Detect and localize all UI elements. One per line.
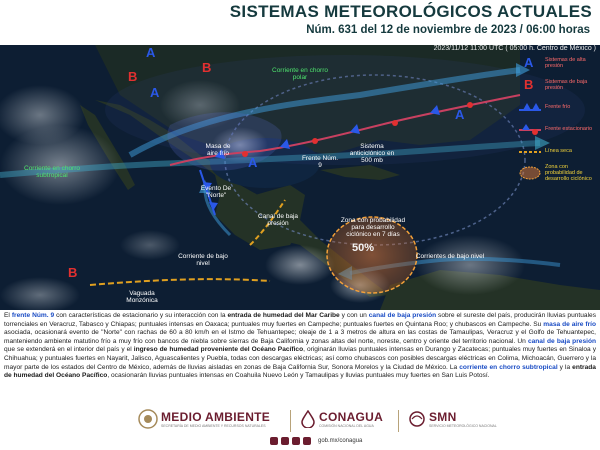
high-pressure-marker: A bbox=[455, 107, 465, 122]
facebook-icon[interactable] bbox=[270, 437, 278, 445]
description-segment: , originarán lluvias puntuales intensas en Durango y Zacatecas; puntuales muy fuertes en Sinaloa y Chihuahua; y puntuales fuertes en Nayarit, Jalisco, Aguascalientes y Puebla, todas con descargas eléctricas; así como chubascos con posibles descargas eléctricas en Colima, Michoacán, Guerrero y la mayor parte de los estados del Centro de México, además de lluvias aisladas en zonas de Baja California Sur, Sonora Morelos y la Ciudad de México. La bbox=[4, 346, 597, 371]
low-pressure-icon: B bbox=[524, 76, 534, 92]
map-timestamp: 2023/11/12 11:00 UTC ( 05:00 h. Centro de México ) bbox=[433, 45, 596, 52]
cold-front-icon bbox=[517, 99, 543, 115]
header bbox=[0, 0, 600, 45]
divider bbox=[290, 410, 291, 432]
label-cold-front: Frente Núm. 9 bbox=[301, 155, 339, 169]
label-low-level-current: Corriente de bajo nivel bbox=[178, 253, 228, 267]
label-anticyclone: Sistema anticiclónico en 500 mb bbox=[349, 143, 395, 164]
stationary-front-icon bbox=[517, 121, 543, 137]
description-segment: y la bbox=[557, 363, 573, 371]
weather-map bbox=[0, 45, 600, 310]
label-low-level-currents: Corrientes de bajo nivel bbox=[415, 253, 485, 260]
high-pressure-marker: A bbox=[150, 85, 160, 100]
description-segment: entrada de humedad del Océano Pacífico bbox=[4, 363, 596, 380]
divider bbox=[398, 410, 399, 432]
label-cold-air-mass: Masa de aire frío bbox=[205, 143, 231, 157]
low-pressure-marker: B bbox=[128, 69, 138, 84]
legend-dry-line: Línea seca bbox=[517, 141, 597, 160]
seal-icon bbox=[138, 409, 158, 429]
description-segment: asociada, ocasionará evento de "Norte" con rachas de 60 a 80 km/h en el Istmo de Tehuantepec; oleaje de 1 a 3 metros de altura en las costas de Tamaulipas, Veracruz y el Golfo de Tehuantepec, manteniendo ambiente matutino frío a muy frío con bancos de niebla sobre sierras de Baja California y zonas altas del norte, noreste, centro y oriente del territorio nacional. Un bbox=[4, 329, 596, 345]
legend-cyclone-zone: Zona con probabilidad de desarrollo ciclónico bbox=[517, 163, 597, 182]
high-pressure-marker: A bbox=[248, 155, 258, 170]
description-segment: , ocasionarán lluvias puntuales intensas en Coahuila Nuevo León y Tamaulipas y lluvias puntuales muy fuertes en San Luis Potosí. bbox=[107, 372, 490, 380]
page-title: SISTEMAS METEOROLÓGICOS ACTUALES bbox=[229, 2, 592, 21]
footer bbox=[0, 404, 600, 450]
dry-line-icon bbox=[517, 143, 543, 159]
high-pressure-icon: A bbox=[524, 54, 534, 70]
twitter-icon[interactable] bbox=[281, 437, 289, 445]
logo-medio-ambiente: MEDIO AMBIENTE SECRETARÍA DE MEDIO AMBIENTE Y RECURSOS NATURALES bbox=[138, 409, 270, 429]
high-pressure-marker: A bbox=[146, 45, 156, 60]
map-graphic bbox=[0, 45, 600, 310]
description-segment: con características de estacionario y su interacción con la bbox=[54, 312, 228, 319]
description-segment: canal de baja presión bbox=[368, 312, 437, 319]
description-segment: ingreso de humedad proveniente del Océano Pacífico bbox=[133, 346, 304, 354]
description-segment: corriente en chorro subtropical bbox=[459, 363, 558, 371]
label-monsoon-trough: Vaguada Monzónica bbox=[126, 290, 158, 304]
label-norte-event: Evento De "Norte" bbox=[200, 185, 232, 199]
legend-low: B Sistemas de baja presión bbox=[517, 75, 597, 94]
website-link[interactable]: gob.mx/conagua bbox=[318, 438, 363, 444]
description-segment: y con un bbox=[339, 312, 369, 319]
description-segment: sobre el sureste del país, producirán lluvias puntuales torrenciales en Veracruz, Tabasco y Chiapas; puntuales intensas en Oaxaca; puntuales muy fuertes en Campeche; puntuales fuertes en Quintana Roo; y chubascos en Campeche. Su bbox=[4, 312, 597, 328]
cyclone-probability: 50% bbox=[352, 242, 375, 254]
label-low-pressure-trough: Canal de baja presión bbox=[257, 213, 299, 227]
legend-high: A Sistemas de alta presión bbox=[517, 53, 597, 72]
cyclone-zone-icon bbox=[517, 165, 543, 181]
logo-smn: SMN SERVICIO METEOROLÓGICO NACIONAL bbox=[408, 410, 497, 428]
description-segment: masa de aire frío bbox=[543, 320, 596, 328]
instagram-icon[interactable] bbox=[292, 437, 300, 445]
logo-conagua: CONAGUA COMISIÓN NACIONAL DEL AGUA bbox=[300, 410, 383, 428]
description-segment: El bbox=[4, 312, 12, 319]
legend-stationary-front: Frente estacionario bbox=[517, 119, 597, 138]
description-segment: canal de baja presión bbox=[527, 337, 597, 345]
forecast-description bbox=[4, 312, 596, 381]
bulletin-subtitle: Núm. 631 del 12 de noviembre de 2023 / 06:00 horas bbox=[306, 24, 590, 36]
social-links bbox=[270, 437, 362, 445]
description-segment: que se extenderá en el interior del país y el bbox=[4, 346, 134, 354]
youtube-icon[interactable] bbox=[303, 437, 311, 445]
smn-icon bbox=[408, 410, 426, 428]
description-segment: frente Núm. 9 bbox=[11, 312, 55, 319]
description-segment: entrada de humedad del Mar Caribe bbox=[227, 312, 340, 319]
label-cyclone-zone: Zona con probabilidad para desarrollo ciclónico en 7 días bbox=[340, 217, 406, 238]
map-legend bbox=[517, 53, 597, 185]
low-pressure-marker: B bbox=[68, 265, 78, 280]
low-pressure-marker: B bbox=[202, 60, 212, 75]
label-polar-jet: Corriente en chorro polar bbox=[272, 67, 328, 81]
legend-cold-front: Frente frío bbox=[517, 97, 597, 116]
water-drop-icon bbox=[300, 410, 316, 428]
label-subtropical-jet: Corriente en chorro subtropical bbox=[24, 165, 80, 179]
